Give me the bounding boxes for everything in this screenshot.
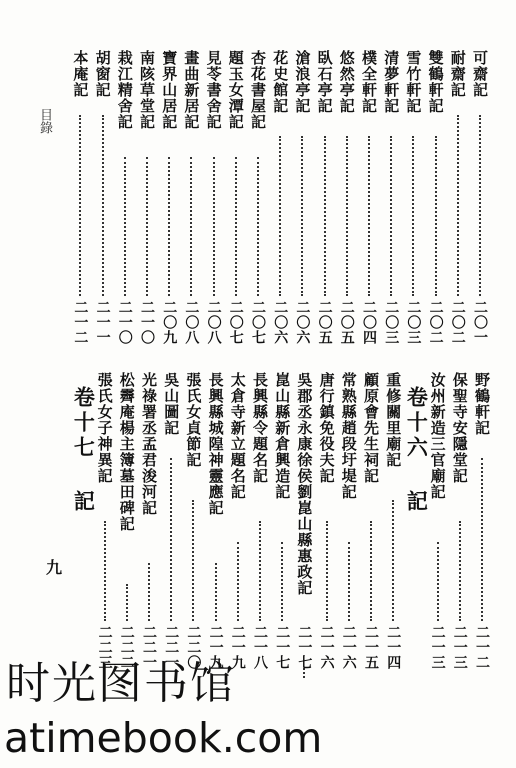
toc-entry-title[interactable]: 見苓書舍記 (204, 50, 223, 130)
toc-entry-title[interactable]: 雙鶴軒記 (426, 50, 445, 114)
toc-page-number: 二〇五 (316, 300, 333, 345)
toc-entry-title[interactable]: 畫曲新居記 (182, 50, 201, 130)
toc-entry-title[interactable]: 崑山縣新倉興造記 (273, 372, 292, 500)
leader-dots (148, 563, 151, 621)
toc-entry-title[interactable]: 保聖寺安隱堂記 (450, 372, 469, 484)
leader-dots (279, 136, 282, 296)
toc-entry-title[interactable]: 花史館記 (271, 50, 290, 114)
toc-page-number: 二〇五 (338, 300, 355, 345)
toc-entry-title[interactable]: 清夢軒記 (382, 50, 401, 114)
toc-entry-title[interactable]: 太倉寺新立題名記 (228, 372, 247, 500)
leader-dots (281, 542, 284, 621)
toc-entry-title[interactable]: 唐行鎮免役夫記 (317, 372, 336, 484)
toc-page-number: 二二三 (96, 625, 113, 670)
toc-entry-title[interactable]: 野鶴軒記 (473, 372, 491, 436)
leader-dots (392, 500, 395, 621)
toc-page-number: 二〇三 (405, 300, 422, 345)
toc-page-number: 二一四 (385, 625, 402, 670)
running-head-mulu: 目錄 (37, 108, 52, 134)
toc-page-number: 二〇四 (361, 300, 377, 345)
leader-dots (235, 157, 238, 296)
toc-entry-title[interactable]: 南陔草堂記 (138, 50, 156, 130)
toc-page-number: 二一七 (296, 625, 313, 670)
toc-page-number: 二〇八 (183, 300, 200, 345)
chapter-heading: 卷十七 記 (71, 386, 97, 515)
leader-dots (213, 157, 216, 296)
toc-entry-title[interactable]: 滄浪亭記 (293, 50, 312, 114)
toc-entry-title[interactable]: 長興縣城隍神靈應記 (206, 372, 225, 516)
toc-entry-title[interactable]: 吳山圖記 (162, 372, 181, 436)
toc-entry-title[interactable]: 吳郡丞永康徐侯劉崑山縣惠政記 (295, 372, 314, 596)
toc-page-number: 二二一 (141, 625, 157, 670)
watermark (0, 652, 516, 768)
toc-entry-title[interactable]: 張氏女子神異記 (95, 372, 114, 484)
leader-dots (126, 584, 129, 621)
toc-page-number: 二一六 (318, 625, 335, 670)
toc-entry-title[interactable]: 重修關里廟記 (384, 372, 403, 468)
toc-page-number: 二一二 (474, 625, 490, 670)
toc-page-number: 二一六 (340, 625, 357, 670)
toc-page-number: 二一三 (429, 625, 446, 670)
toc-page-number: 二一三 (451, 625, 468, 670)
leader-dots (346, 136, 349, 296)
toc-entry-title[interactable]: 常熟縣趙段圩堤記 (339, 372, 358, 500)
leader-dots (301, 136, 304, 296)
folio-number: 九 (46, 558, 63, 577)
toc-entry-title[interactable]: 耐齋記 (448, 50, 467, 98)
leader-dots (412, 136, 415, 296)
toc-page-number: 二〇六 (272, 300, 289, 345)
toc-page-number: 二二一 (163, 625, 180, 670)
toc-entry-title[interactable]: 張氏女貞節記 (184, 372, 203, 468)
toc-page-number: 二一二 (72, 300, 89, 345)
toc-entry-title[interactable]: 松霽庵楊主簿墓田碑記 (117, 372, 136, 532)
toc-page-number: 二一七 (274, 625, 291, 670)
toc-page-number: 二〇七 (227, 300, 244, 345)
watermark-chinese: 时光图书馆 (6, 658, 236, 709)
toc-page-number: 二一一 (94, 300, 111, 345)
toc-page-number: 二〇八 (205, 300, 222, 345)
toc-entry-title[interactable]: 顧原會先生祠記 (362, 372, 380, 484)
watermark-url: atimebook.com (4, 714, 323, 762)
leader-dots (259, 521, 262, 621)
leader-dots (368, 136, 371, 296)
toc-entry-title[interactable]: 本庵記 (71, 50, 90, 98)
toc-page-number: 二一八 (252, 625, 268, 670)
toc-entry-title[interactable]: 寶界山居記 (160, 50, 179, 130)
leader-dots (257, 157, 260, 296)
toc-page-number: 二〇七 (250, 300, 266, 345)
leader-dots (168, 157, 171, 296)
leader-dots (192, 500, 195, 621)
leader-dots (79, 115, 82, 296)
chapter-heading: 卷十六 記 (404, 386, 430, 515)
toc-page-number: 二〇六 (294, 300, 311, 345)
leader-dots (215, 563, 218, 621)
leader-dots (370, 521, 373, 621)
leader-dots (479, 115, 482, 296)
leader-dots (435, 136, 438, 296)
toc-entry-title[interactable]: 雪竹軒記 (404, 50, 423, 114)
leader-dots (390, 136, 393, 296)
leader-dots (457, 115, 460, 296)
toc-entry-title[interactable]: 光祿署丞孟君浚河記 (140, 372, 158, 516)
toc-entry-title[interactable]: 可齋記 (471, 50, 489, 98)
leader-dots (146, 157, 149, 296)
toc-page-number: 二一〇 (116, 300, 133, 345)
toc-entry-title[interactable]: 胡窗記 (93, 50, 112, 98)
toc-page-number: 二〇三 (383, 300, 400, 345)
toc-page-number: 二〇二 (449, 300, 466, 345)
leader-dots (481, 458, 484, 621)
leader-dots (237, 542, 240, 621)
toc-page-number: 二一五 (363, 625, 379, 670)
leader-dots (124, 157, 127, 296)
toc-page-number: 二〇二 (427, 300, 444, 345)
toc-page-number: 二〇九 (161, 300, 178, 345)
toc-entry-title[interactable]: 樸全軒記 (360, 50, 378, 114)
leader-dots (190, 157, 193, 296)
leader-dots (459, 521, 462, 621)
toc-entry-title[interactable]: 汝州新造三官廟記 (428, 372, 447, 500)
leader-dots (326, 521, 329, 621)
leader-dots (348, 542, 351, 621)
toc-page-number: 二二〇 (185, 625, 202, 670)
toc-entry-title[interactable]: 杏花書屋記 (249, 50, 267, 130)
leader-dots (324, 136, 327, 296)
toc-entry-title[interactable]: 栽江精舍記 (115, 50, 134, 130)
toc-entry-title[interactable]: 悠然亭記 (337, 50, 356, 114)
toc-page-number: 二二二 (118, 625, 135, 670)
leader-dots (104, 521, 107, 621)
toc-entry-title[interactable]: 題玉女潭記 (226, 50, 245, 130)
leader-dots (170, 458, 173, 621)
leader-dots (437, 542, 440, 621)
toc-page-number: 二一九 (207, 625, 224, 670)
toc-entry-title[interactable]: 長興縣令題名記 (251, 372, 269, 484)
leader-dots (102, 115, 105, 296)
toc-page-number: 二一九 (229, 625, 246, 670)
toc-entry-title[interactable]: 臥石亭記 (315, 50, 334, 114)
toc-page-number: 二〇一 (472, 300, 488, 345)
toc-page-number: 二一〇 (139, 300, 155, 345)
